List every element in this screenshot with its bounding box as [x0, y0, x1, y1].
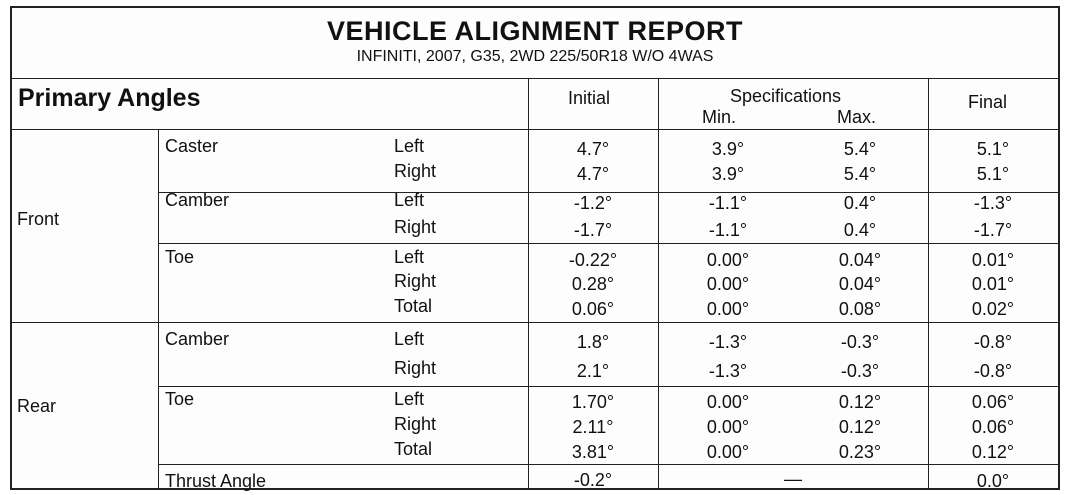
spec-max-value: 5.4°: [843, 139, 877, 159]
spec-max-value: 0.4°: [843, 193, 877, 213]
initial-value: 0.06°: [571, 299, 615, 319]
side-label: Right: [394, 217, 437, 237]
initial-value: -0.22°: [568, 250, 618, 270]
spec-max-value: 0.04°: [838, 250, 882, 270]
spec-min-value: 3.9°: [711, 164, 745, 184]
initial-header: Initial: [568, 88, 611, 108]
final-header: Final: [968, 92, 1008, 112]
alignment-report: [10, 6, 1060, 490]
final-value: -0.8°: [973, 361, 1013, 381]
final-value: 0.12°: [971, 442, 1015, 462]
final-value: 0.01°: [971, 274, 1015, 294]
final-value: -1.7°: [973, 220, 1013, 240]
spec-min-value: 0.00°: [706, 274, 750, 294]
initial-value: -1.7°: [573, 220, 613, 240]
final-value: -1.3°: [973, 193, 1013, 213]
spec-min-value: -1.1°: [708, 220, 748, 240]
side-label: Left: [394, 329, 425, 349]
angle-name: Camber: [165, 329, 230, 349]
angle-name: Camber: [165, 190, 230, 210]
section-heading: Primary Angles: [18, 84, 201, 112]
final-column-divider: [928, 78, 929, 490]
spec-max-value: -0.3°: [840, 332, 880, 352]
side-label: Right: [394, 161, 437, 181]
side-label: Total: [394, 439, 433, 459]
header-divider: [12, 78, 1058, 79]
spec-column-divider: [658, 78, 659, 490]
spec-min-value: 0.00°: [706, 250, 750, 270]
spec-min-value: 0.00°: [706, 299, 750, 319]
spec-max-value: -0.3°: [840, 361, 880, 381]
spec-max-value: 0.12°: [838, 392, 882, 412]
group-label-front: Front: [17, 209, 60, 229]
initial-value: 2.1°: [576, 361, 610, 381]
thrust-label: Thrust Angle: [165, 471, 267, 491]
spec-max-value: 0.23°: [838, 442, 882, 462]
spec-max-value: 0.04°: [838, 274, 882, 294]
group-column-divider: [158, 129, 159, 490]
initial-value: -1.2°: [573, 193, 613, 213]
thrust-initial: -0.2°: [573, 470, 613, 490]
specifications-header: Specifications: [730, 86, 842, 106]
min-header: Min.: [702, 107, 737, 127]
side-label: Right: [394, 271, 437, 291]
final-value: 0.02°: [971, 299, 1015, 319]
thrust-final: 0.0°: [976, 471, 1010, 491]
group-label-rear: Rear: [17, 396, 57, 416]
spec-min-value: 0.00°: [706, 417, 750, 437]
initial-value: 4.7°: [576, 164, 610, 184]
spec-min-value: 0.00°: [706, 392, 750, 412]
spec-min-value: -1.3°: [708, 332, 748, 352]
vehicle-subtitle: INFINITI, 2007, G35, 2WD 225/50R18 W/O 4WAS: [356, 48, 714, 65]
report-title: VEHICLE ALIGNMENT REPORT: [326, 16, 743, 46]
thrust-spec: —: [784, 469, 802, 489]
spec-max-value: 0.12°: [838, 417, 882, 437]
final-value: 5.1°: [976, 164, 1010, 184]
max-header: Max.: [837, 107, 877, 127]
spec-min-value: 3.9°: [711, 139, 745, 159]
spec-max-value: 5.4°: [843, 164, 877, 184]
side-label: Right: [394, 414, 437, 434]
spec-min-value: 0.00°: [706, 442, 750, 462]
initial-value: 3.81°: [571, 442, 615, 462]
side-label: Left: [394, 190, 425, 210]
initial-column-divider: [528, 78, 529, 490]
camber-toe-divider: [158, 243, 1058, 244]
angle-name: Toe: [165, 389, 195, 409]
side-label: Left: [394, 136, 425, 156]
final-value: 0.06°: [971, 392, 1015, 412]
spec-min-value: -1.1°: [708, 193, 748, 213]
spec-min-value: -1.3°: [708, 361, 748, 381]
initial-value: 1.70°: [571, 392, 615, 412]
initial-value: 1.8°: [576, 332, 610, 352]
initial-value: 4.7°: [576, 139, 610, 159]
spec-max-value: 0.4°: [843, 220, 877, 240]
front-rear-divider: [12, 322, 1058, 323]
side-label: Right: [394, 358, 437, 378]
side-label: Left: [394, 247, 425, 267]
angle-name: Toe: [165, 247, 195, 267]
side-label: Total: [394, 296, 433, 316]
rear-camber-toe-divider: [158, 386, 1058, 387]
angle-name: Caster: [165, 136, 219, 156]
thrust-divider: [158, 464, 1058, 465]
final-value: 5.1°: [976, 139, 1010, 159]
final-value: 0.06°: [971, 417, 1015, 437]
final-value: -0.8°: [973, 332, 1013, 352]
final-value: 0.01°: [971, 250, 1015, 270]
initial-value: 0.28°: [571, 274, 615, 294]
side-label: Left: [394, 389, 425, 409]
columns-divider: [12, 129, 1058, 130]
spec-max-value: 0.08°: [838, 299, 882, 319]
initial-value: 2.11°: [572, 417, 614, 437]
